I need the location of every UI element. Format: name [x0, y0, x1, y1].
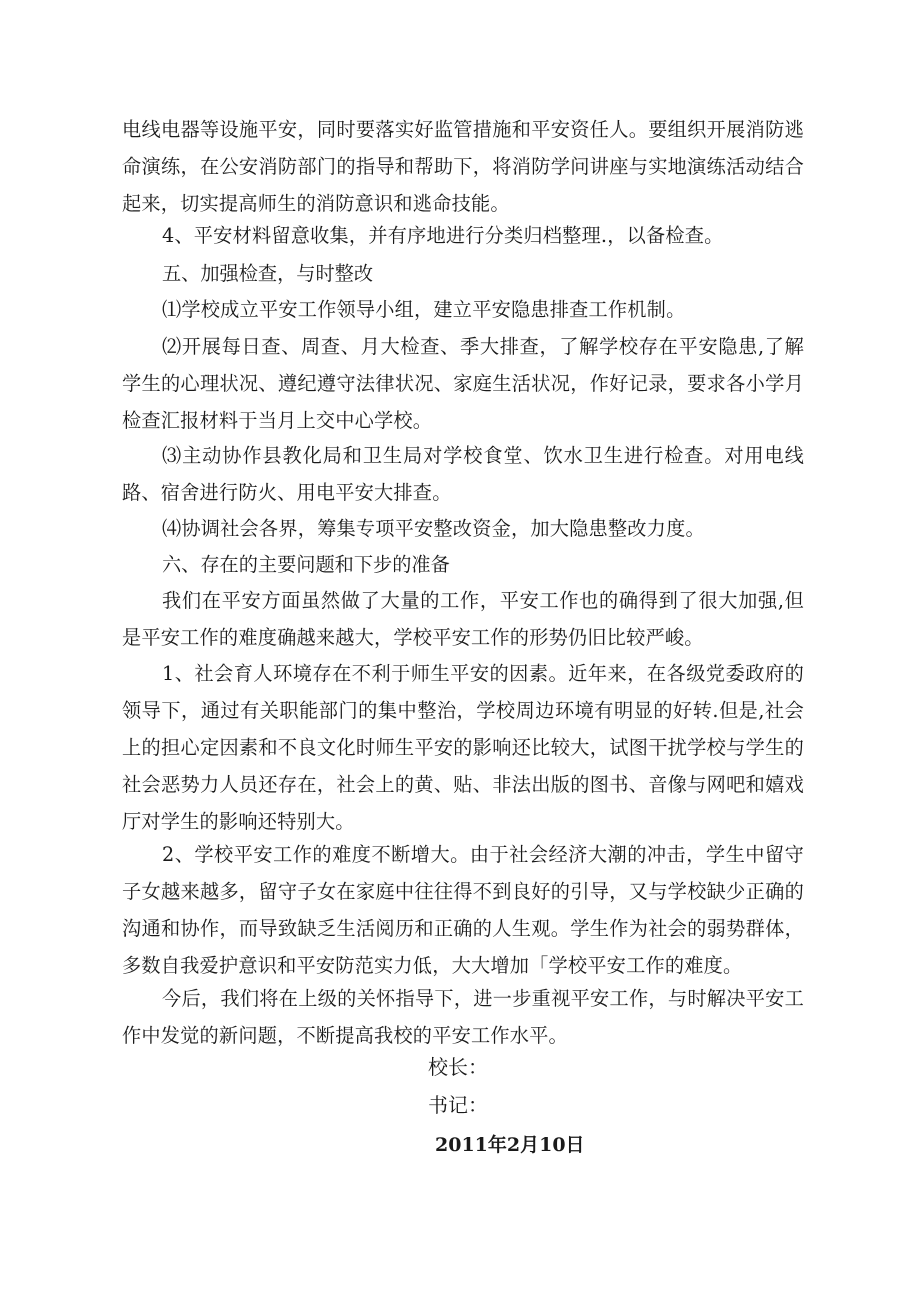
paragraph-sub-3: ⑶主动协作县教化局和卫生局对学校食堂、饮水卫生进行检查。对用电线路、宿舍进行防火、用电平安大排查。 — [122, 444, 804, 504]
principal-signature-label: 校长： — [428, 1055, 488, 1079]
document-date: 2011年2月10日 — [435, 1134, 585, 1156]
paragraph-sub-2: ⑵开展每日查、周查、月大检查、季大排查，了解学校存在平安隐患,了解学生的心理状况、遵纪遵守法律状况、家庭生活状况，作好记录，要求各小学月检查汇报材料于当月上交中心学校。 — [122, 335, 804, 432]
paragraph-fire-safety: 电线电器等设施平安，同时要落实好监管措施和平安资任人。要组织开展消防逃命演练，在公安消防部门的指导和帮助下，将消防学问讲座与实地演练活动结合起来，切实提高师生的消防意识和逃命技能。 — [122, 118, 804, 215]
paragraph-problem-1: 1、社会育人环境存在不利于师生平安的因素。近年来，在各级党委政府的领导下，通过有关职能部门的集中整治，学校周边环境有明显的好转.但是,社会上的担心定因素和不良文化时师生平安的影响还比较大，试图干扰学校与学生的社会恶势力人员还存在，社会上的黄、贴、非法出版的图书、音像与网吧和嬉戏厅对学生的影响还特别大。 — [122, 662, 804, 833]
paragraph-item-4: 4、平安材料留意收集，并有序地进行分类归档整理.，以备检查。 — [162, 224, 724, 247]
paragraph-conclusion: 今后，我们将在上级的关怀指导下，进一步重视平安工作，与时解决平安工作中发觉的新问题，不断提高我校的平安工作水平。 — [122, 987, 804, 1047]
paragraph-sub-4: ⑷协调社会各界，筹集专项平安整改资金，加大隐患整改力度。 — [162, 517, 705, 540]
section-heading-5: 五、加强检查，与时整改 — [162, 262, 374, 285]
paragraph-overview: 我们在平安方面虽然做了大量的工作，平安工作也的确得到了很大加强,但是平安工作的难度确越来越大，学校平安工作的形势仍旧比较严峻。 — [122, 589, 804, 649]
secretary-signature-label: 书记： — [428, 1093, 488, 1117]
section-heading-6: 六、存在的主要问题和下步的准备 — [162, 553, 450, 576]
paragraph-problem-2: 2、学校平安工作的难度不断增大。由于社会经济大潮的冲击，学生中留守子女越来越多，留守子女在家庭中往往得不到良好的引导，又与学校缺少正确的沟通和协作，而导致缺乏生活阅历和正确的人生观。学生作为社会的弱势群体，多数自我爱护意识和平安防范实力低，大大增加「学校平安工作的难度。 — [122, 843, 804, 977]
paragraph-sub-1: ⑴学校成立平安工作领导小组，建立平安隐患排查工作机制。 — [162, 298, 686, 321]
